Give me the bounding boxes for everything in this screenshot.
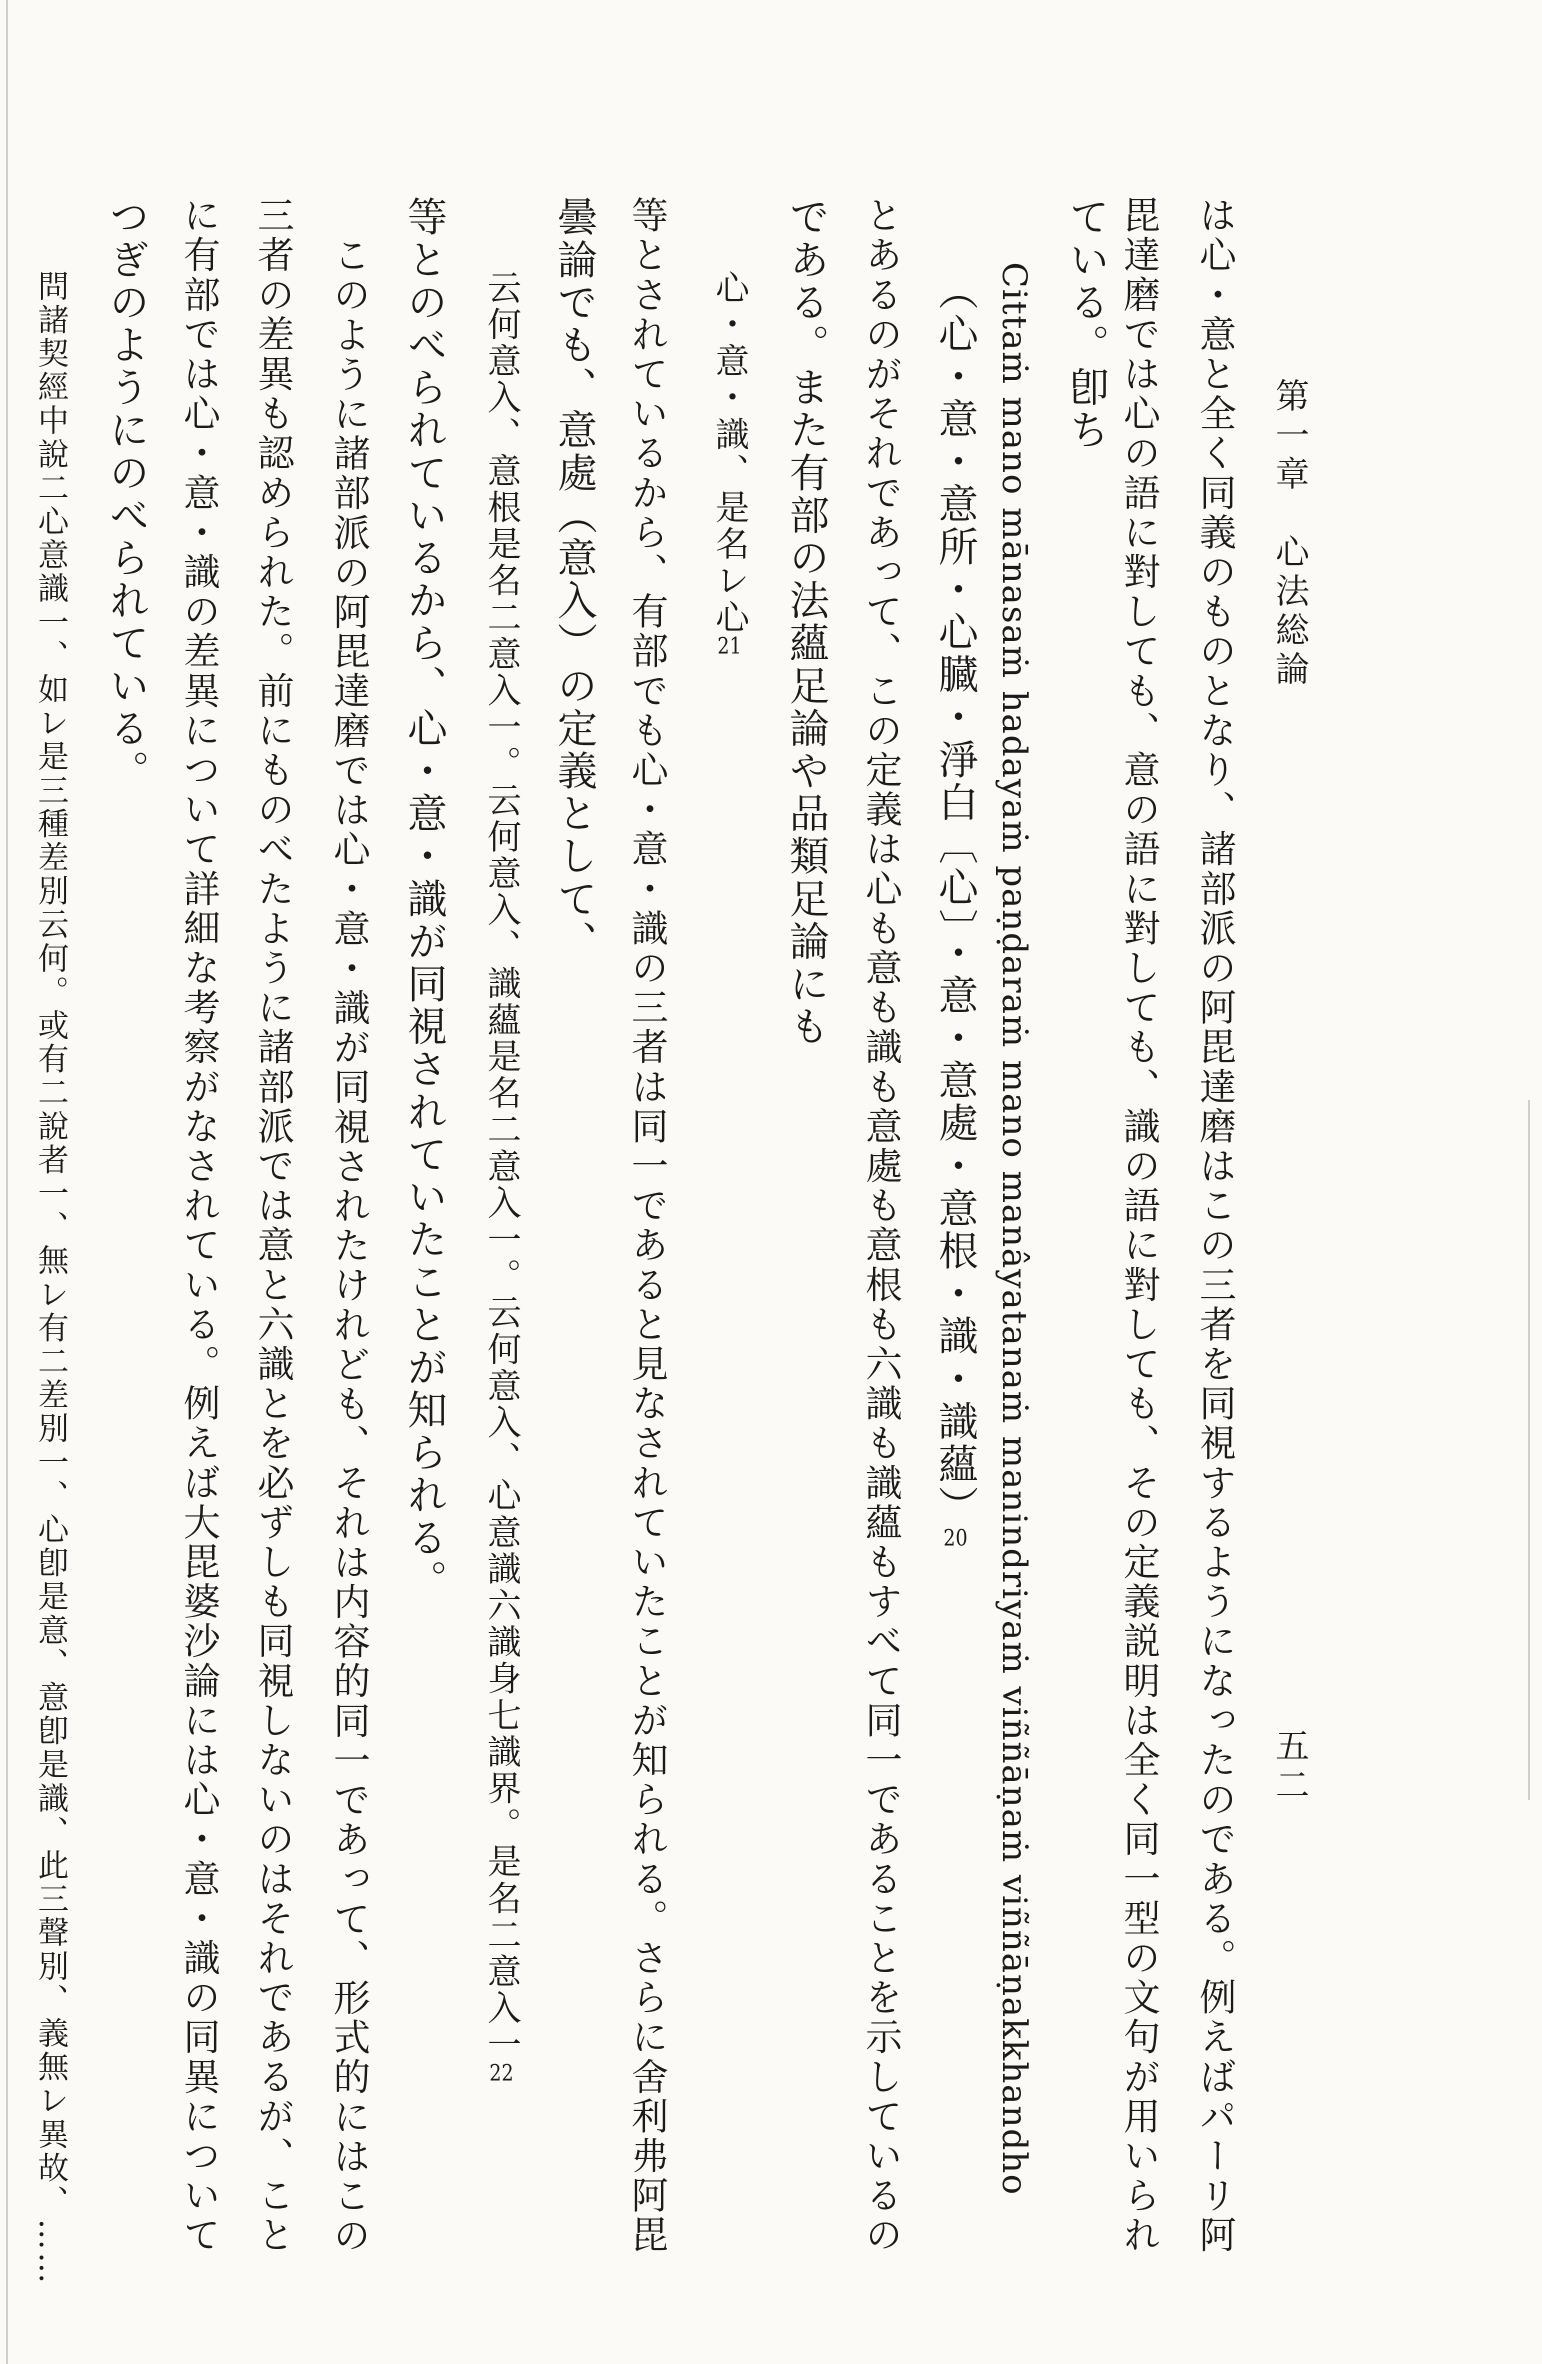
scan-edge-right bbox=[1528, 1100, 1530, 1800]
text-line-2: 毘達磨では心の語に對しても、意の語に對しても、識の語に對しても、その定義説明は全く同一型の文句が用いられ bbox=[1117, 196, 1160, 2256]
text-line-7: である。また有部の法蘊足論や品類足論にも bbox=[783, 196, 829, 1048]
text-line-10: 曇論でも、意處（意入）の定義として、 bbox=[551, 196, 597, 963]
footnote-marker-20: 20 bbox=[943, 1528, 968, 1550]
footnote-marker-21: 21 bbox=[717, 636, 742, 658]
pali-line: Cittaṁ mano mānasaṁ hadayaṁ paṇḍaraṁ mano manâyatanaṁ manindriyaṁ viññāṇaṁ viññāṇakkhandho bbox=[994, 262, 1034, 2196]
page-number: 五二 bbox=[1269, 1728, 1309, 1806]
text-line-13: このように諸部派の阿毘達磨では心・意・識が同視されたけれども、それは内容的同一であって、形式的にはこの bbox=[327, 236, 370, 2256]
text-line-9: 等とされているから、有部でも心・意・識の三者は同一であると見なされていたことが知られる。さらに舍利弗阿毘 bbox=[625, 196, 668, 2256]
text-line-3: ている。卽ち bbox=[1063, 196, 1109, 452]
running-header bbox=[1269, 378, 1309, 690]
chapter-title: 第一章 心法総論 bbox=[1269, 378, 1309, 690]
scan-edge-left bbox=[6, 0, 8, 2364]
text-line-12: 等とのべられているから、心・意・識が同視されていたことが知られる。 bbox=[401, 196, 447, 1602]
text-line-15: に有部では心・意・識の差異について詳細な考察がなされている。例えば大毘婆沙論には心・意・識の同異について bbox=[177, 196, 220, 2256]
quote-line-3: 問諸契經中說二心意識一、如レ是三種差別云何。或有二說者一、無レ有二差別一、心卽是意、意卽是識、此三聲別、義無レ異故、…… bbox=[32, 270, 68, 2286]
footnote-marker-22: 22 bbox=[489, 2063, 514, 2086]
text-line-14: 三者の差異も認められた。前にものべたように諸部派では意と六識とを必ずしも同視しないのはそれであるが、こと bbox=[251, 196, 294, 2256]
text-line-1: は心・意と全く同義のものとなり、諸部派の阿毘達磨はこの三者を同視するようになったのである。例えばパーリ阿 bbox=[1193, 196, 1236, 2256]
quote-line-2: 云何意入、意根是名二意入一。云何意入、識蘊是名二意入一。云何意入、心意識六識身七識界。是名二意入一22 bbox=[481, 270, 521, 2086]
text-line-16: つぎのようにのべられている。 bbox=[103, 196, 149, 793]
pali-gloss-line: （心・意・意所・心臓・淨白〔心〕・意・意處・意根・識・識蘊）20 bbox=[932, 270, 978, 1550]
quote-line-1: 心・意・識、是名レ心21 bbox=[709, 270, 749, 658]
text-line-6: とあるのがそれであって、この定義は心も意も識も意處も意根も六識も識蘊もすべて同一であることを示しているの bbox=[859, 196, 902, 2256]
